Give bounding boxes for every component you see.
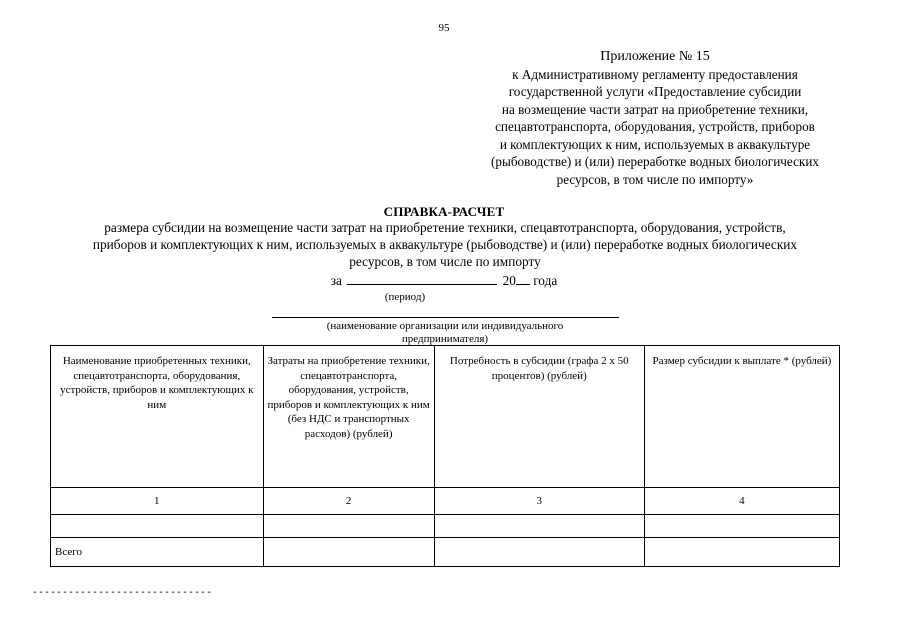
appendix-line: спецавтотранспорта, оборудования, устройств, приборов bbox=[495, 119, 815, 134]
table-cell[interactable] bbox=[434, 538, 644, 567]
appendix-header bbox=[440, 48, 870, 188]
header-cell-subsidy-payout: Размер субсидии к выплате * (рублей) bbox=[644, 346, 839, 488]
table-cell[interactable] bbox=[644, 538, 839, 567]
table-row bbox=[51, 515, 840, 538]
org-caption-line: (наименование организации или индивидуального bbox=[326, 320, 564, 332]
table-cell[interactable] bbox=[434, 515, 644, 538]
year-suffix: года bbox=[533, 273, 558, 288]
table-cell[interactable] bbox=[51, 515, 264, 538]
period-prefix: за bbox=[330, 273, 342, 288]
table-cell[interactable] bbox=[263, 515, 434, 538]
page-number: 95 bbox=[438, 22, 450, 34]
header-cell-subsidy-need: Потребность в субсидии (графа 2 х 50 процентов) (рублей) bbox=[434, 346, 644, 488]
subtitle-line: приборов и комплектующих к ним, используемых в аквакультуре (рыбоводстве) и (или) переработке водных биологических bbox=[92, 237, 798, 252]
year-blank-field[interactable] bbox=[516, 272, 530, 285]
subtitle-line: ресурсов, в том числе по импорту bbox=[349, 254, 541, 269]
table-cell[interactable] bbox=[263, 538, 434, 567]
header-cell-costs: Затраты на приобретение техники, спецавтотранспорта, оборудования, устройств, приборов и комплектующих к ним (без НДС и транспортных расходов) (рублей) bbox=[263, 346, 434, 488]
appendix-line: к Административному регламенту предоставления bbox=[512, 66, 798, 82]
column-number-row bbox=[51, 488, 840, 515]
year-prefix: 20 bbox=[502, 273, 516, 288]
footnote-separator: ------------------------------ bbox=[32, 588, 213, 599]
appendix-line: государственной услуги «Предоставление субсидии bbox=[508, 84, 802, 99]
column-number: 4 bbox=[644, 488, 839, 515]
subtitle-line: размера субсидии на возмещение части затрат на приобретение техники, спецавтотранспорта, оборудования, устройств, bbox=[104, 220, 786, 235]
appendix-line: на возмещение части затрат на приобретение техники, bbox=[501, 101, 809, 117]
column-number: 1 bbox=[51, 488, 264, 515]
organization-caption bbox=[270, 320, 620, 346]
calculation-table bbox=[50, 345, 840, 567]
organization-name-field[interactable] bbox=[272, 317, 619, 318]
period-caption: (период) bbox=[384, 291, 426, 303]
document-title: СПРАВКА-РАСЧЕТ bbox=[383, 204, 505, 219]
header-cell-equipment-name: Наименование приобретенных техники, спецавтотранспорта, оборудования, устройств, приборов и комплектующих к ним bbox=[51, 346, 264, 488]
period-blank-field[interactable] bbox=[347, 272, 497, 285]
document-subtitle bbox=[30, 219, 860, 270]
period-row bbox=[0, 272, 888, 289]
column-number: 2 bbox=[263, 488, 434, 515]
appendix-line: ресурсов, в том числе по импорту» bbox=[556, 171, 754, 187]
total-label: Всего bbox=[51, 538, 264, 567]
appendix-title: Приложение № 15 bbox=[600, 49, 710, 64]
appendix-line: (рыбоводстве) и (или) переработке водных биологических bbox=[491, 154, 819, 169]
table-cell[interactable] bbox=[644, 515, 839, 538]
total-row bbox=[51, 538, 840, 567]
org-caption-line: предпринимателя) bbox=[401, 333, 489, 345]
column-number: 3 bbox=[434, 488, 644, 515]
table-header-row bbox=[51, 346, 840, 488]
appendix-line: и комплектующих к ним, используемых в аквакультуре bbox=[499, 136, 811, 152]
